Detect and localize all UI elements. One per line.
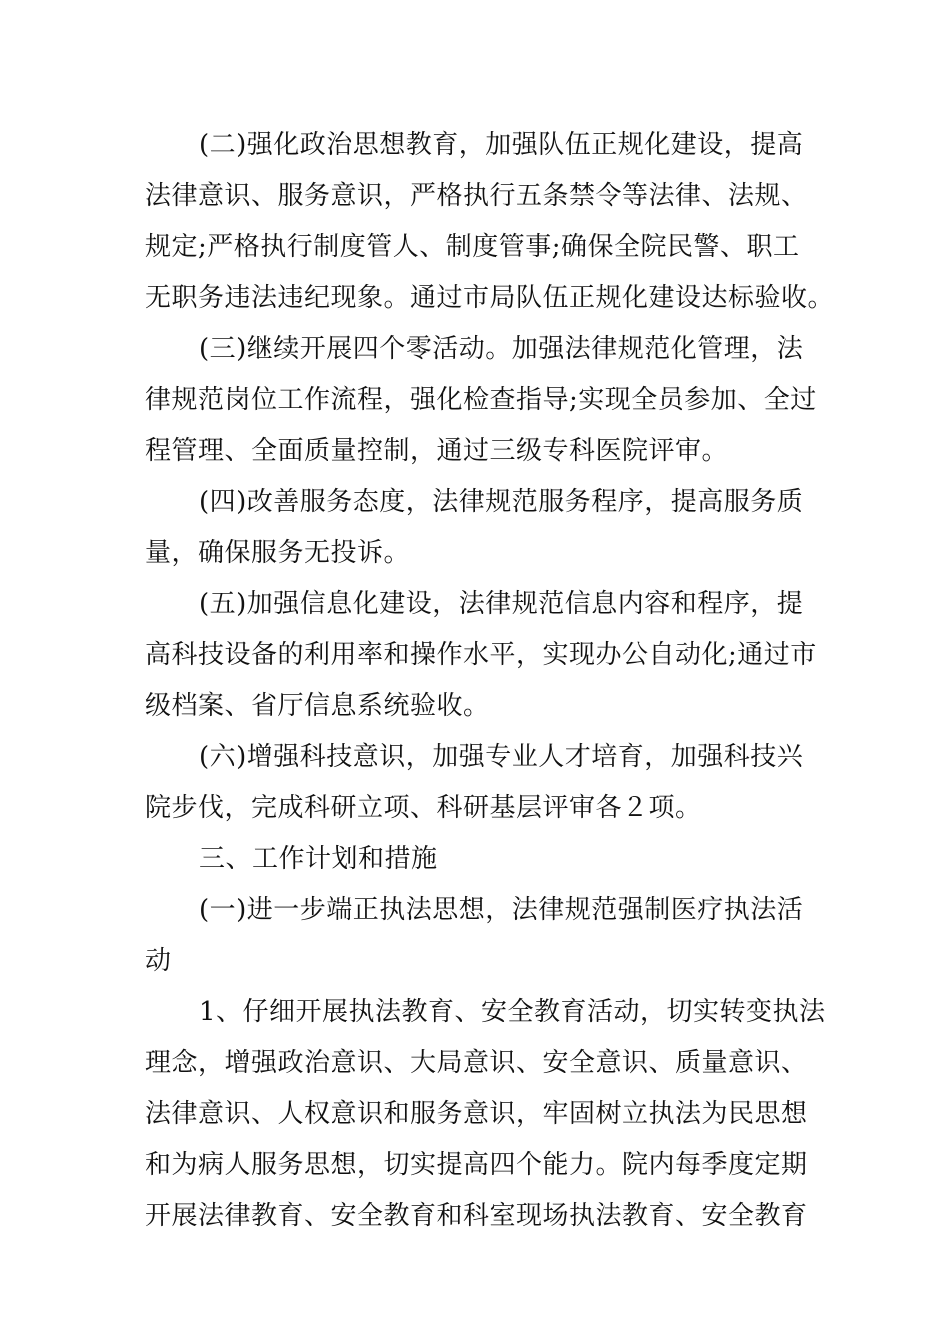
document-body [145, 120, 835, 1242]
text-line: 动 [145, 946, 172, 976]
paragraph-4 [145, 477, 810, 579]
text-line: 级档案、省厅信息系统验收。 [145, 691, 490, 721]
text-line: (四)改善服务态度，法律规范服务程序，提高服务质 [199, 487, 804, 517]
text-line: (三)继续开展四个零活动。加强法律规范化管理，法 [199, 334, 804, 364]
paragraph-6 [145, 732, 810, 834]
text-line: 程管理、全面质量控制，通过三级专科医院评审。 [145, 436, 729, 466]
paragraph-5 [145, 579, 817, 732]
text-line: 法律意识、服务意识，严格执行五条禁令等法律、法规、 [145, 181, 808, 211]
text-line: 1、仔细开展执法教育、安全教育活动，切实转变执法 [199, 997, 826, 1027]
section-heading-text: 三、工作计划和措施 [199, 844, 438, 874]
section-heading [145, 834, 810, 885]
text-line: 高科技设备的利用率和操作水平，实现办公自动化;通过市 [145, 640, 817, 670]
paragraph-2 [145, 120, 835, 324]
text-line: (五)加强信息化建设，法律规范信息内容和程序，提 [199, 589, 804, 619]
text-line: 律规范岗位工作流程，强化检查指导;实现全员参加、全过 [145, 385, 817, 415]
text-line: 院步伐，完成科研立项、科研基层评审各２项。 [145, 793, 702, 823]
text-line: 无职务违法违纪现象。通过市局队伍正规化建设达标验收。 [145, 283, 835, 313]
text-line: 和为病人服务思想，切实提高四个能力。院内每季度定期 [145, 1150, 808, 1180]
paragraph-item-1 [145, 987, 826, 1242]
text-line: (二)强化政治思想教育，加强队伍正规化建设，提高 [199, 130, 804, 160]
text-line: (一)进一步端正执法思想，法律规范强制医疗执法活 [199, 895, 804, 925]
text-line: 理念，增强政治意识、大局意识、安全意识、质量意识、 [145, 1048, 808, 1078]
text-line: 量，确保服务无投诉。 [145, 538, 411, 568]
text-line: (六)增强科技意识，加强专业人才培育，加强科技兴 [199, 742, 804, 772]
paragraph-3 [145, 324, 817, 477]
text-line: 开展法律教育、安全教育和科室现场执法教育、安全教育 [145, 1201, 808, 1231]
text-line: 规定;严格执行制度管人、制度管事;确保全院民警、职工 [145, 232, 800, 262]
subsection-heading [145, 885, 810, 987]
text-line: 法律意识、人权意识和服务意识，牢固树立执法为民思想 [145, 1099, 808, 1129]
